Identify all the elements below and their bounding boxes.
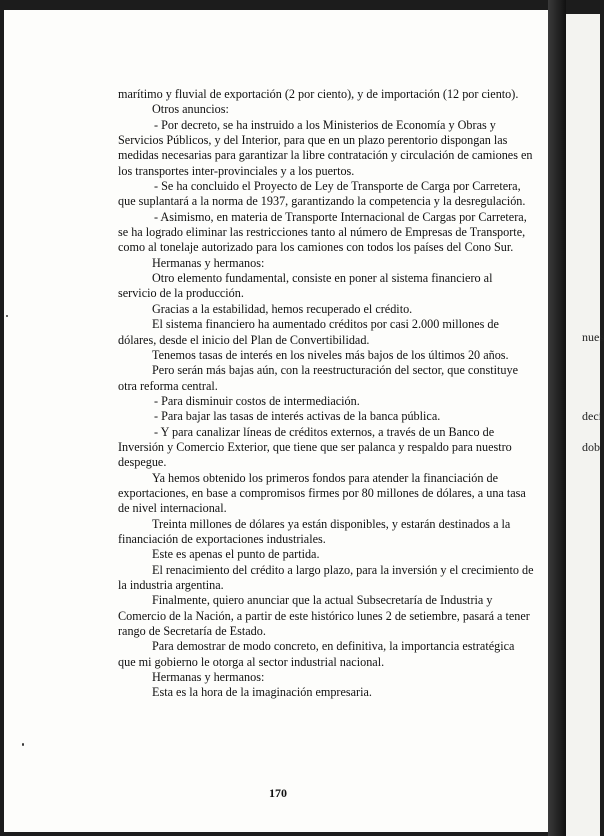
- paragraph: Ya hemos obtenido los primeros fondos para atender la financiación de exportaciones, en base a compromisos firmes por 80 millones de dólares, a una tasa de nivel internacional.: [118, 470, 526, 516]
- paragraph: El sistema financiero ha aumentado créditos por casi 2.000 millones de dólares, desde el inicio del Plan de Convertibilidad.: [118, 317, 499, 347]
- paragraph: Tenemos tasas de interés en los niveles más bajos de los últimos 20 años.: [152, 347, 509, 362]
- adjacent-page: [566, 14, 604, 836]
- paragraph: Gracias a la estabilidad, hemos recuperado el crédito.: [152, 301, 413, 316]
- paragraph: Otro elemento fundamental, consiste en poner al sistema financiero al servicio de la producción.: [118, 271, 493, 301]
- bullet-paragraph: - Y para canalizar líneas de créditos externos, a través de un Banco de Inversión y Comercio Exterior, que tiene que ser palanca y respaldo para nuestro despegue.: [118, 424, 512, 470]
- paragraph: Treinta millones de dólares ya están disponibles, y estarán destinados a la financiación de exportaciones industriales.: [118, 516, 511, 546]
- bullet-paragraph: - Por decreto, se ha instruido a los Ministerios de Economía y Obras y Servicios Públicos, y del Interior, para que en un plazo perentorio dispongan las medidas necesarias para garantizar la libre contratación y circulación de camiones en los transportes inter-provinciales y a los puertos.: [118, 117, 533, 178]
- book-page: [4, 10, 552, 832]
- page-gutter-shadow: [548, 0, 566, 836]
- paragraph: Pero serán más bajas aún, con la reestructuración del sector, que constituye otra reforma central.: [118, 363, 519, 393]
- adjacent-page-fragment: deci: [582, 409, 602, 423]
- scan-speck: [22, 743, 24, 746]
- paragraph: Esta es la hora de la imaginación empresaria.: [152, 685, 372, 700]
- paragraph: marítimo y fluvial de exportación (2 por ciento), y de importación (12 por ciento).: [118, 87, 519, 101]
- bullet-paragraph: - Para disminuir costos de intermediación.: [154, 393, 360, 408]
- paragraph: Este es apenas el punto de partida.: [152, 547, 320, 562]
- paragraph: El renacimiento del crédito a largo plazo, para la inversión y el crecimiento de la industria argentina.: [118, 562, 534, 592]
- paragraph: Para demostrar de modo concreto, en definitiva, la importancia estratégica que mi gobierno le otorga al sector industrial nacional.: [118, 639, 515, 669]
- page-number: 170: [269, 786, 287, 800]
- paragraph: Finalmente, quiero anunciar que la actual Subsecretaría de Industria y Comercio de la Nación, a partir de este histórico lunes 2 de setiembre, pasará a tener rango de Secretaría de Estado.: [118, 593, 530, 639]
- bullet-paragraph: - Para bajar las tasas de interés activas de la banca pública.: [154, 409, 441, 424]
- paragraph: Hermanas y hermanos:: [152, 670, 265, 685]
- adjacent-page-fragment: nues: [582, 330, 604, 344]
- scan-speck: [6, 315, 8, 317]
- bullet-paragraph: - Se ha concluido el Proyecto de Ley de Transporte de Carga por Carretera, que suplantará a la norma de 1937, garantizando la competencia y la desregulación.: [118, 179, 526, 209]
- paragraph: Hermanas y hermanos:: [152, 255, 265, 270]
- paragraph: Otros anuncios:: [152, 102, 229, 117]
- adjacent-page-fragment: dob: [582, 440, 600, 454]
- bullet-paragraph: - Asimismo, en materia de Transporte Internacional de Cargas por Carretera, se ha logrado eliminar las restricciones tanto al número de Empresas de Transporte, como al tonelaje autorizado para los camiones con todos los países del Cono Sur.: [118, 209, 527, 255]
- body-text: [118, 87, 534, 701]
